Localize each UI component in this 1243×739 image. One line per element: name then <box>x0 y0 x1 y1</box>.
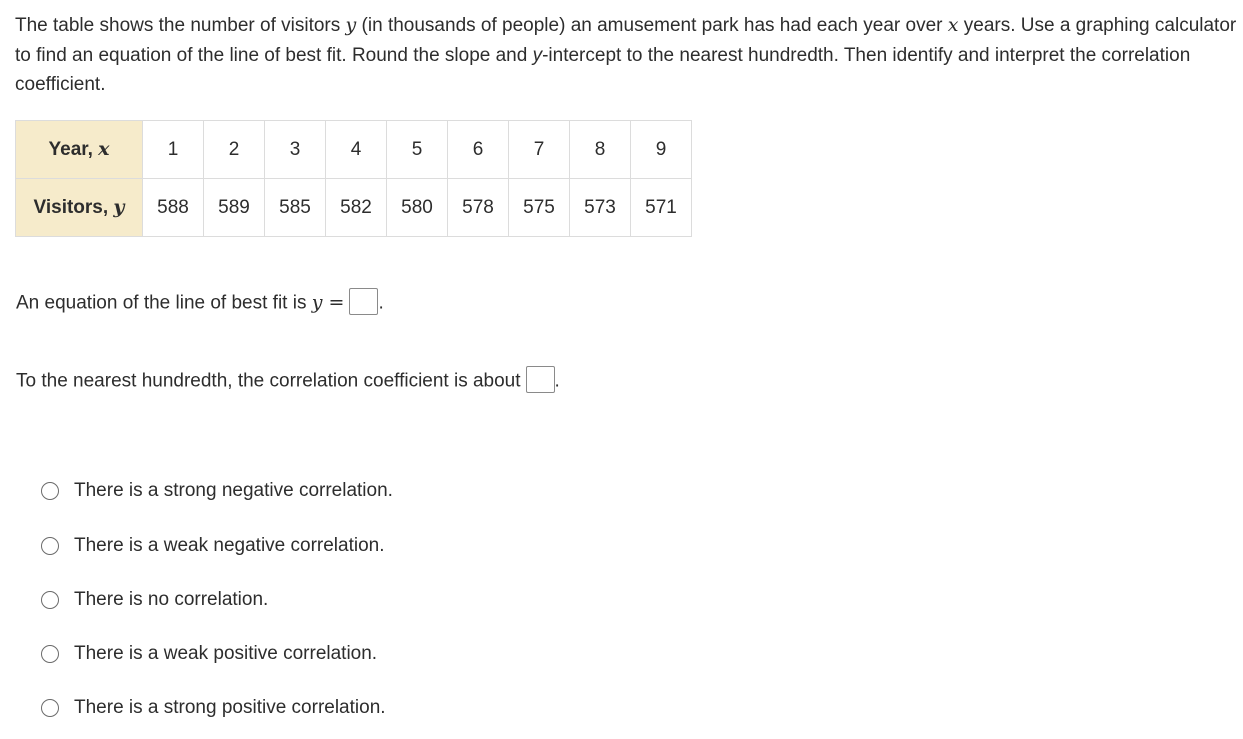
table-row-visitors <box>16 179 692 237</box>
choice-no-correlation[interactable] <box>41 588 268 612</box>
table-cell: 573 <box>570 179 631 237</box>
coefficient-period: . <box>554 370 560 392</box>
choice-strong-negative[interactable] <box>41 479 393 503</box>
table-cell: 7 <box>509 121 570 179</box>
choice-label: There is a strong positive correlation. <box>74 697 386 718</box>
table-cell: 6 <box>448 121 509 179</box>
table-cell: 588 <box>143 179 204 237</box>
table-cell: 585 <box>265 179 326 237</box>
question-prompt <box>15 11 1240 100</box>
choice-strong-positive[interactable] <box>41 696 386 720</box>
table-cell: 575 <box>509 179 570 237</box>
choice-label: There is a weak positive correlation. <box>74 643 378 664</box>
choice-weak-negative[interactable] <box>41 534 385 558</box>
coefficient-answer-input[interactable] <box>526 366 555 393</box>
table-cell: 578 <box>448 179 509 237</box>
radio-button[interactable] <box>41 482 59 500</box>
radio-button[interactable] <box>41 699 59 717</box>
table-row-year <box>16 121 692 179</box>
table-cell: 582 <box>326 179 387 237</box>
radio-button[interactable] <box>41 645 59 663</box>
visitors-header: Visitors, y <box>16 179 143 237</box>
data-table <box>15 120 692 237</box>
prompt-var-x: x <box>947 14 959 36</box>
prompt-text-2: (in thousands of people) an amusement park has had each year over <box>356 15 948 36</box>
choice-label: There is a weak negative correlation. <box>74 535 385 556</box>
table-cell: 4 <box>326 121 387 179</box>
equation-statement <box>16 290 384 317</box>
year-header: Year, x <box>16 121 143 179</box>
equation-period: . <box>378 292 384 314</box>
prompt-text-3: years. Use a graphing calculator to find an equation of the line of best fit. Round the slope and <box>15 15 1237 66</box>
prompt-var-y: y <box>345 14 357 36</box>
prompt-text-4: -intercept to the nearest hundredth. Then identify and interpret the correlation coefficient. <box>15 44 1191 95</box>
radio-button[interactable] <box>41 591 59 609</box>
table-cell: 5 <box>387 121 448 179</box>
table-cell: 589 <box>204 179 265 237</box>
coefficient-statement <box>16 368 560 395</box>
coefficient-text: To the nearest hundredth, the correlation coefficient is about <box>16 370 521 392</box>
choice-weak-positive[interactable] <box>41 642 377 666</box>
radio-button[interactable] <box>41 537 59 555</box>
equation-text: An equation of the line of best fit is <box>16 292 312 314</box>
table-cell: 3 <box>265 121 326 179</box>
equation-math: y = <box>311 291 345 314</box>
choice-label: There is no correlation. <box>74 589 269 610</box>
prompt-var-y2: y <box>532 44 543 66</box>
prompt-text-1: The table shows the number of visitors <box>15 15 346 36</box>
table-cell: 580 <box>387 179 448 237</box>
equation-answer-input[interactable] <box>349 288 378 315</box>
choice-label: There is a strong negative correlation. <box>74 480 393 501</box>
table-cell: 2 <box>204 121 265 179</box>
table-cell: 9 <box>631 121 692 179</box>
table-cell: 571 <box>631 179 692 237</box>
table-cell: 8 <box>570 121 631 179</box>
table-cell: 1 <box>143 121 204 179</box>
